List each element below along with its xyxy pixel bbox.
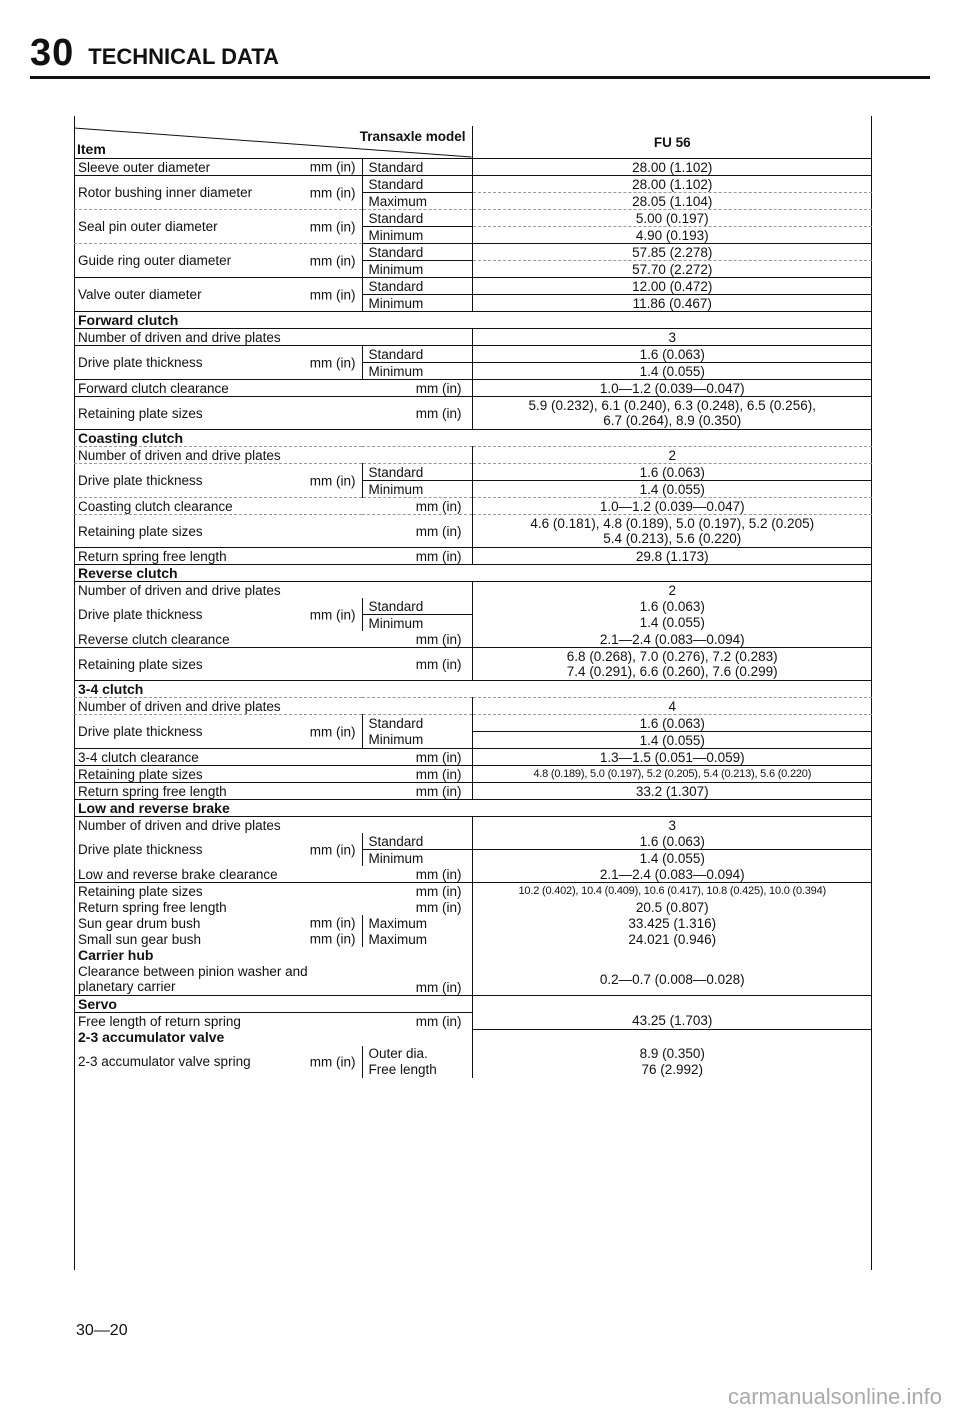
condition-label: Maximum [362,915,472,931]
condition-label: Standard [362,210,472,227]
unit-label: mm (in) [362,648,472,681]
item-label: Drive plate thickness mm (in) [74,346,362,380]
condition-label: Standard [362,159,472,176]
unit-label: mm (in) [362,766,472,783]
item-label: Drive plate thickness mm (in) [74,715,362,749]
item-label: Number of driven and drive plates [78,582,281,598]
section-title: Coasting clutch [74,430,872,447]
table-row [74,915,872,931]
item-label: Retaining plate sizes [74,397,362,430]
value-cell: 29.8 (1.173) [472,548,872,565]
value-cell: 10.2 (0.402), 10.4 (0.409), 10.6 (0.417), 10.8 (0.425), 10.0 (0.394) [472,883,872,900]
table-row [74,380,872,397]
table-row [74,631,872,648]
item-label: 2-3 accumulator valve spring mm (in) [78,1054,356,1069]
table-row [74,210,872,227]
value-cell [472,947,872,963]
table-row [74,899,872,915]
unit-label: mm (in) [362,631,472,648]
item-label: Number of driven and drive plates [74,329,472,346]
item-label: Rotor bushing inner diameter mm (in) [74,176,362,210]
value-cell: 5.9 (0.232), 6.1 (0.240), 6.3 (0.248), 6.5 (0.256), 6.7 (0.264), 8.9 (0.350) [472,397,872,430]
table-row [74,648,872,681]
table-row [74,598,872,615]
value-cell: 2 [472,582,872,599]
item-label: Low and reverse brake clearance [74,866,362,883]
value-cell [472,996,872,1013]
condition-label: Standard [362,278,472,295]
value-cell: 1.4 (0.055) [472,363,872,380]
table-row [74,698,872,715]
table-row [74,498,872,515]
condition-label: Minimum [362,481,472,498]
item-label: Reverse clutch clearance [74,631,362,648]
header-model-value: FU 56 [472,126,872,159]
condition-label: Standard [362,464,472,481]
value-cell: 2.1—2.4 (0.083—0.094) [472,631,872,648]
condition-label: Minimum [362,227,472,244]
table-row [74,582,872,599]
table-row [74,817,872,834]
header-rule [30,76,930,79]
value-cell: 4 [472,698,872,715]
table-row [74,464,872,481]
section-row [74,996,872,1013]
table-row [74,176,872,193]
header-item-cell [74,126,472,159]
table-row [74,278,872,295]
value-cell: 1.4 (0.055) [472,481,872,498]
value-cell: 4.8 (0.189), 5.0 (0.197), 5.2 (0.205), 5.4 (0.213), 5.6 (0.220) [472,766,872,783]
condition-label: Maximum [362,193,472,210]
value-cell: 1.6 (0.063) [472,346,872,363]
item-label: Retaining plate sizes [78,883,203,899]
value-cell: 1.6 (0.063) [472,833,872,850]
value-cell: 3 [472,329,872,346]
unit-label: mm (in) [362,548,472,565]
value-cell: 3 [472,817,872,834]
value-cell: 28.05 (1.104) [472,193,872,210]
section-row [74,681,872,698]
item-label: Return spring free length [78,899,227,915]
item-label: Sleeve outer diameter mm (in) [74,159,362,176]
condition-label: Standard [362,715,472,732]
item-label: Retaining plate sizes [74,766,362,783]
item-label: Number of driven and drive plates [78,817,281,833]
condition-label: Outer dia. [362,1046,472,1062]
chapter-number: 30 [30,32,75,74]
condition-label: Minimum [362,850,472,867]
table-row [74,447,872,464]
item-label: Coasting clutch clearance [74,498,362,515]
item-label: Drive plate thickness mm (in) [78,842,356,857]
item-label: 3-4 clutch clearance [74,749,362,766]
section-row [74,1029,872,1046]
value-cell: 5.00 (0.197) [472,210,872,227]
value-cell: 76 (2.992) [472,1062,872,1078]
value-cell: 24.021 (0.946) [472,931,872,947]
table-row [74,329,872,346]
unit-label: mm (in) [362,397,472,430]
value-cell: 0.2—0.7 (0.008—0.028) [472,963,872,996]
table-row [74,715,872,732]
value-cell: 1.0—1.2 (0.039—0.047) [472,380,872,397]
item-label: Drive plate thickness mm (in) [78,607,356,622]
value-cell: 1.0—1.2 (0.039—0.047) [472,498,872,515]
unit-label: mm (in) [362,515,472,548]
value-cell: 11.86 (0.467) [472,295,872,312]
table-row [74,397,872,430]
section-title: 2-3 accumulator valve [78,1028,225,1045]
table-row [74,833,872,850]
value-cell: 33.2 (1.307) [472,783,872,800]
unit-label: mm (in) [362,498,472,515]
section-title: Reverse clutch [74,565,872,582]
item-label: Seal pin outer diameter mm (in) [74,210,362,244]
header-model-label: Transaxle model [359,129,466,144]
condition-label: Standard [362,833,472,850]
item-label: Number of driven and drive plates [74,447,472,464]
table-row [74,783,872,800]
watermark: carmanualsonline.info [727,1384,942,1409]
page-header [30,28,930,72]
condition-label: Minimum [362,363,472,380]
table-row [74,766,872,783]
condition-label: Minimum [362,732,472,749]
value-cell: 1.4 (0.055) [472,850,872,867]
header-item-label: Item [77,141,106,157]
table-header-row [74,126,872,159]
value-cell: 8.9 (0.350) [472,1046,872,1062]
value-cell: 57.85 (2.278) [472,244,872,261]
chapter-title: TECHNICAL DATA [88,44,279,69]
table-row [74,963,872,996]
table-row [74,159,872,176]
unit-label: mm (in) [362,380,472,397]
value-cell: 1.6 (0.063) [472,715,872,732]
item-label: Retaining plate sizes [74,648,362,681]
value-cell: 1.4 (0.055) [472,615,872,632]
value-cell: 28.00 (1.102) [472,176,872,193]
value-cell: 57.70 (2.272) [472,261,872,278]
unit-label: mm (in) [415,1013,462,1029]
unit-label: mm (in) [415,883,462,899]
condition-label: Minimum [362,615,472,632]
section-title: Servo [74,996,472,1013]
value-cell: 1.6 (0.063) [472,464,872,481]
value-cell: 1.4 (0.055) [472,732,872,749]
value-cell: 33.425 (1.316) [472,915,872,931]
section-title: Carrier hub [78,946,154,963]
section-title: Low and reverse brake [74,800,872,817]
table-row [74,515,872,548]
table-row [74,1013,872,1030]
item-label: Retaining plate sizes [74,515,362,548]
item-label: Sun gear drum bush mm (in) [78,915,356,931]
unit-label: mm (in) [362,866,472,883]
unit-label: mm (in) [415,899,462,915]
unit-label: mm (in) [362,783,472,800]
condition-label: Standard [362,244,472,261]
section-row [74,947,872,963]
section-title: Forward clutch [74,312,872,329]
page-number: 30—20 [76,1322,128,1339]
item-label: Number of driven and drive plates [74,698,472,715]
item-label: Return spring free length [74,548,362,565]
item-label: Guide ring outer diameter mm (in) [74,244,362,278]
section-row [74,800,872,817]
table-row [74,244,872,261]
value-cell [472,1029,872,1046]
table-row [74,749,872,766]
table-row [74,931,872,947]
value-cell: 2.1—2.4 (0.083—0.094) [472,866,872,883]
table-row [74,548,872,565]
section-row [74,312,872,329]
table-row [74,883,872,900]
unit-label: mm (in) [362,963,472,996]
condition-label: Minimum [362,295,472,312]
table-row [74,866,872,883]
section-row [74,430,872,447]
unit-label: mm (in) [362,749,472,766]
table-row [74,346,872,363]
table-row [74,1046,872,1062]
item-label: Forward clutch clearance [74,380,362,397]
section-row [74,565,872,582]
value-cell: 28.00 (1.102) [472,159,872,176]
value-cell: 4.90 (0.193) [472,227,872,244]
condition-label: Standard [362,346,472,363]
section-title: 3-4 clutch [74,681,872,698]
value-cell: 12.00 (0.472) [472,278,872,295]
value-cell: 6.8 (0.268), 7.0 (0.276), 7.2 (0.283) 7.4 (0.291), 6.6 (0.260), 7.6 (0.299) [472,648,872,681]
condition-label: Maximum [362,931,472,947]
item-label: Clearance between pinion washer and planetary carrier [74,963,362,996]
item-label: Small sun gear bush mm (in) [78,931,356,947]
item-label: Return spring free length [74,783,362,800]
item-label: Drive plate thickness mm (in) [74,464,362,498]
value-cell: 4.6 (0.181), 4.8 (0.189), 5.0 (0.197), 5.2 (0.205) 5.4 (0.213), 5.6 (0.220) [472,515,872,548]
condition-label: Free length [362,1062,472,1078]
condition-label: Minimum [362,261,472,278]
item-label: Free length of return spring [78,1013,241,1029]
value-cell: 1.6 (0.063) [472,598,872,615]
condition-label: Standard [362,598,472,615]
value-cell: 2 [472,447,872,464]
technical-data-table [74,126,872,1078]
value-cell: 1.3—1.5 (0.051—0.059) [472,749,872,766]
condition-label: Standard [362,176,472,193]
value-cell: 43.25 (1.703) [472,1013,872,1030]
value-cell: 20.5 (0.807) [472,899,872,915]
item-label: Valve outer diameter mm (in) [74,278,362,312]
